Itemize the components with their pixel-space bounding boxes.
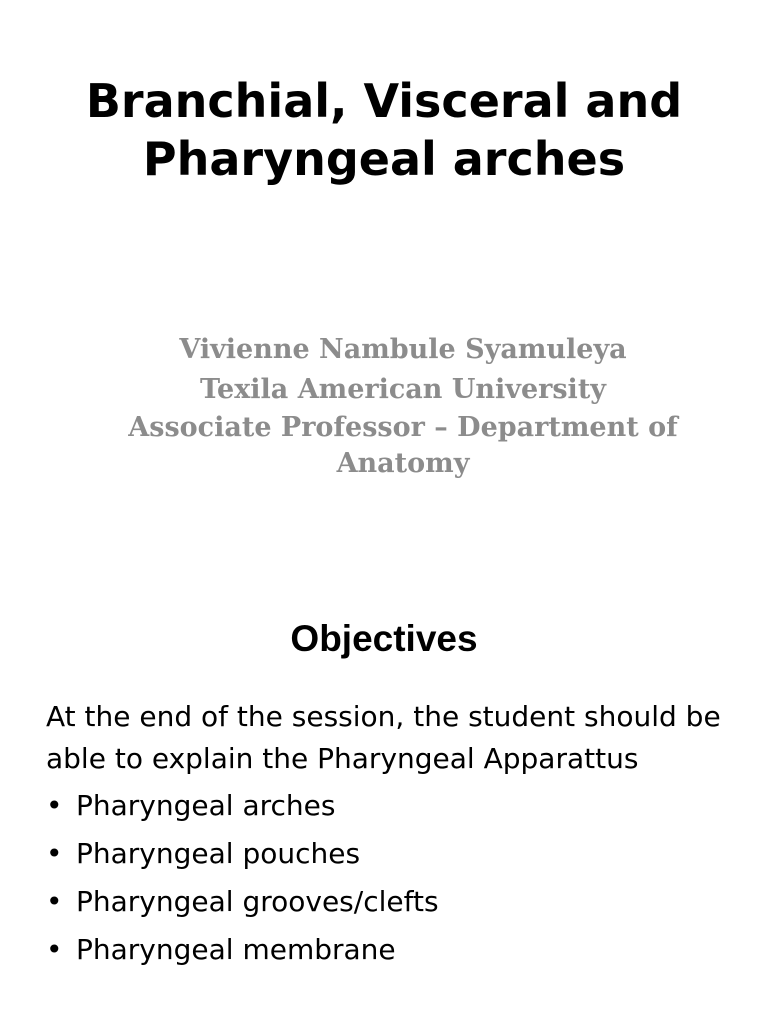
author-institution: Texila American University: [200, 374, 606, 405]
slide-title-line-2: Pharyngeal arches: [142, 132, 626, 186]
author-name: Vivienne Nambule Syamuleya: [179, 334, 627, 365]
list-item-text: Pharyngeal arches: [76, 789, 336, 822]
list-item: [46, 926, 736, 974]
list-item-text: Pharyngeal grooves/clefts: [76, 885, 439, 918]
list-item: [46, 830, 736, 878]
list-item: [46, 878, 736, 926]
author-block: [80, 330, 726, 482]
slide-title-line-1: Branchial, Visceral and: [85, 74, 683, 128]
author-position-line-2: Anatomy: [336, 448, 470, 479]
author-position-line-1: Associate Professor – Department of: [128, 412, 678, 443]
list-item-text: Pharyngeal membrane: [76, 933, 396, 966]
list-item-text: Pharyngeal pouches: [76, 837, 361, 870]
bullet-icon: •: [46, 885, 63, 918]
objectives-list: [46, 782, 736, 974]
objectives-heading: Objectives: [290, 618, 478, 659]
objectives-slide: [0, 576, 768, 1024]
bullet-icon: •: [46, 789, 63, 822]
bullet-icon: •: [46, 837, 63, 870]
objectives-intro: At the end of the session, the student should be able to explain the Pharyngeal Apparattus: [46, 700, 721, 775]
list-item: [46, 782, 736, 830]
bullet-icon: •: [46, 933, 63, 966]
slide-title: [40, 72, 728, 188]
